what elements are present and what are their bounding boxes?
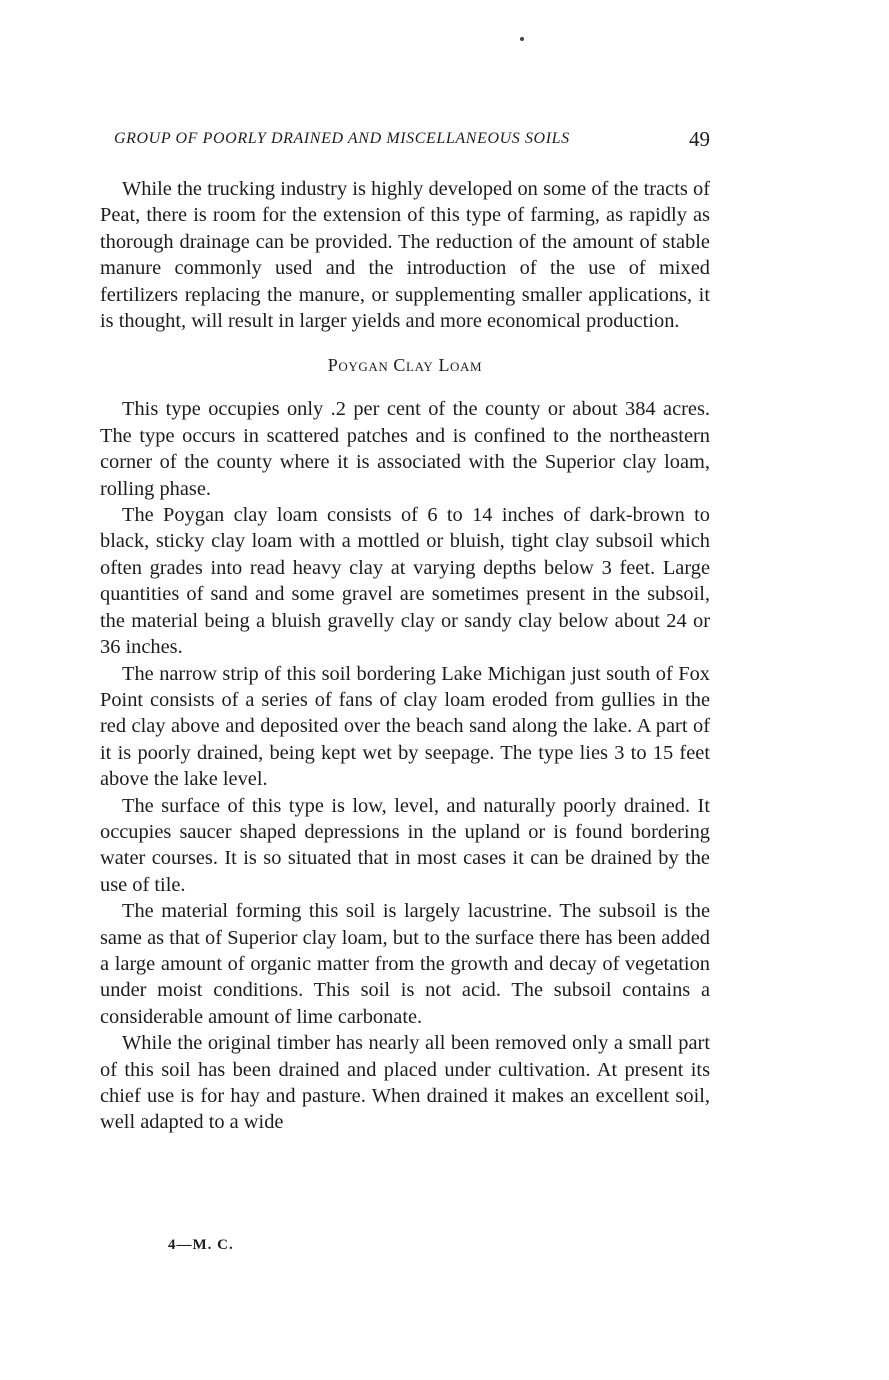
running-head-title: GROUP OF POORLY DRAINED AND MISCELLANEOUS SOILS xyxy=(114,130,570,147)
running-head xyxy=(114,126,714,156)
page-number: 49 xyxy=(689,127,710,151)
paragraph-timber-cultivation: While the original timber has nearly all been removed only a small part of this soil has been drained and placed under cultivation. At present its chief use is for hay and pasture. When drained it makes an excellent soil, well adapted to a wide xyxy=(100,1032,710,1134)
paragraph-surface-drainage: The surface of this type is low, level, and naturally poorly drained. It occupies saucer shaped depressions in the upland or is found bordering water courses. It is so situated that in most cases it can be drained by the use of tile. xyxy=(100,794,710,896)
paragraph-trucking-industry: While the trucking industry is highly developed on some of the tracts of Peat, there is room for the extension of this type of farming, as rapidly as thorough drainage can be provided. The reduction of the amount of stable manure commonly used and the introduction of the use of mixed fertilizers replacing the manure, or supplementing smaller applications, it is thought, will result in larger yields and more economical production. xyxy=(100,178,710,333)
paragraph-type-extent: This type occupies only .2 per cent of the county or about 384 acres. The type occurs in scattered patches and is confined to the northeastern corner of the county where it is associated with the Superior clay loam, rolling phase. xyxy=(100,398,710,500)
paragraph-material-origin: The material forming this soil is largely lacustrine. The subsoil is the same as that of Superior clay loam, but to the surface there has been added a large amount of organic matter from the growth and decay of vegetation under moist conditions. This soil is not acid. The subsoil contains a considerable amount of lime carbonate. xyxy=(100,900,710,1028)
paragraph-lake-michigan-strip: The narrow strip of this soil bordering Lake Michigan just south of Fox Point consists of a series of fans of clay loam eroded from gullies in the red clay above and deposited over the beach sand along the lake. A part of it is poorly drained, being kept wet by seepage. The type lies 3 to 15 feet above the lake level. xyxy=(100,662,710,791)
print-speck xyxy=(520,37,524,41)
section-heading: Poygan Clay Loam xyxy=(327,355,483,376)
signature-mark: 4—M. C. xyxy=(168,1237,234,1253)
paragraph-soil-description: The Poygan clay loam consists of 6 to 14 inches of dark-brown to black, sticky clay loam with a mottled or bluish, tight clay subsoil which often grades into read heavy clay at varying depths below 3 feet. Large quantities of sand and some gravel are sometimes present in the subsoil, the material being a bluish gravelly clay or sandy clay below about 24 or 36 inches. xyxy=(100,504,710,659)
body-text xyxy=(100,176,710,1136)
